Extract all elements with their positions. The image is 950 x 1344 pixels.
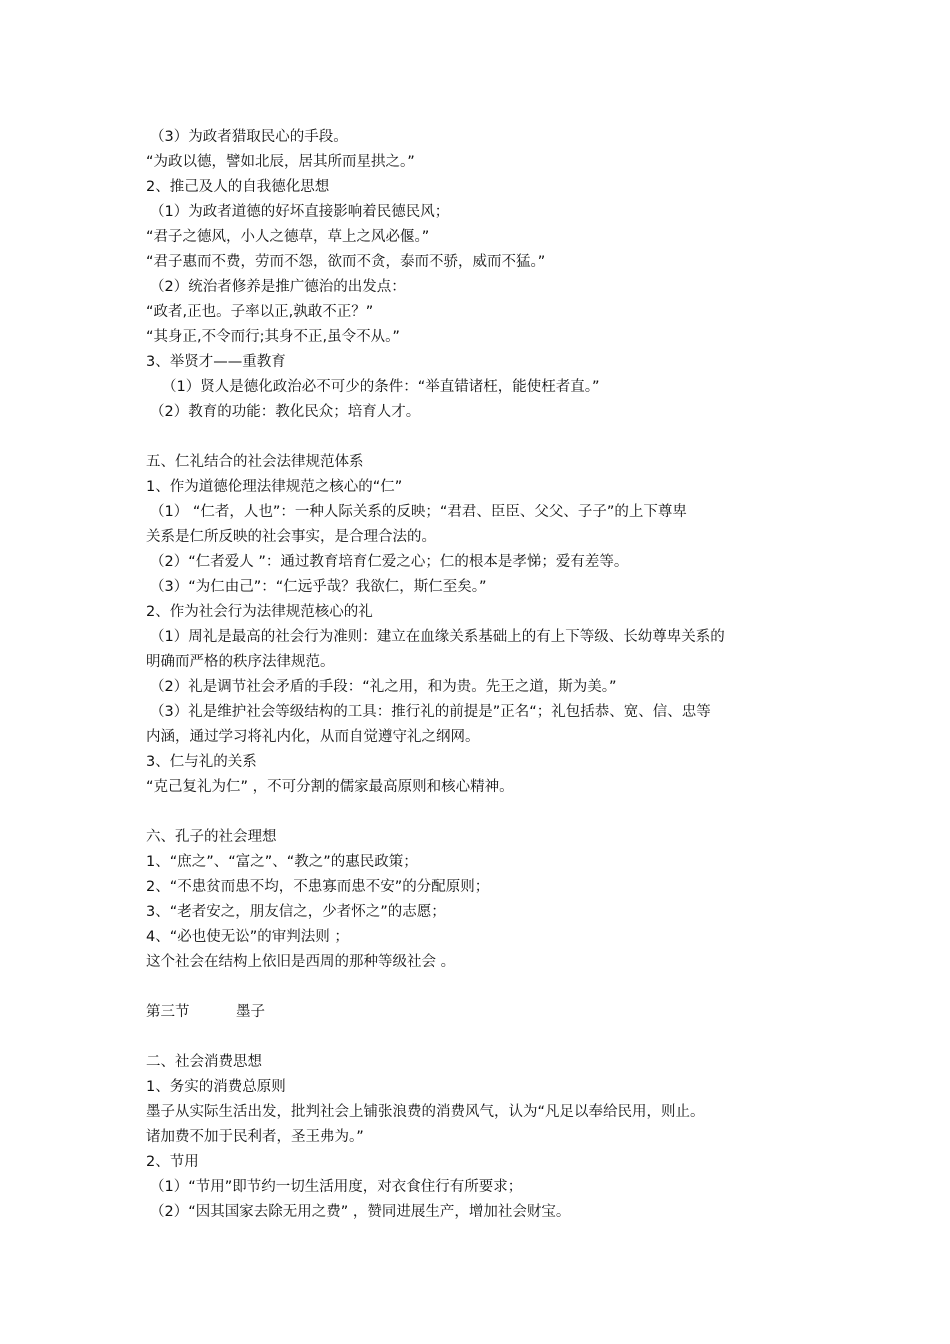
text-line: “其身正,不令而行;其身不正,虽令不从。” [146, 329, 400, 345]
text-line: “克己复礼为仁” ，不可分割的儒家最高原则和核心精神。 [146, 779, 514, 795]
text-line: 1、务实的消费总原则 [146, 1079, 286, 1095]
text-line: （2）教育的功能：教化民众；培育人才。 [150, 404, 421, 420]
section-heading: 五、仁礼结合的社会法律规范体系 [146, 454, 364, 470]
text-line: “君子之德风，小人之德草，草上之风必偃。” [146, 229, 430, 245]
text-line: （3）礼是维护社会等级结构的工具：推行礼的前提是”正名“；礼包括恭、宽、信、忠等 [150, 704, 711, 720]
section-heading: 二、社会消费思想 [146, 1054, 262, 1070]
text-line: 这个社会在结构上依旧是西周的那种等级社会 。 [146, 954, 456, 970]
text-line: （1）贤人是德化政治必不可少的条件：“举直错诸枉，能使枉者直。” [162, 379, 600, 395]
text-line: （1）周礼是最高的社会行为准则：建立在血缘关系基础上的有上下等级、长幼尊卑关系的 [150, 629, 725, 645]
text-line: （3）“为仁由己”：“仁远乎哉？我欲仁，斯仁至矣。” [150, 579, 487, 595]
section-number: 第三节 [146, 1004, 190, 1020]
text-line: （2）“仁者爱人 ”：通过教育培育仁爱之心；仁的根本是孝悌；爱有差等。 [150, 554, 629, 570]
text-line: 4、“必也使无讼”的审判法则 ； [146, 929, 349, 945]
chapter-section-title [146, 1003, 816, 1021]
text-line: （1）“节用”即节约一切生活用度，对衣食住行有所要求； [150, 1179, 523, 1195]
text-line: 明确而严格的秩序法律规范。 [146, 654, 335, 670]
section-name: 墨子 [236, 1004, 265, 1020]
text-line: 2、作为社会行为法律规范核心的礼 [146, 604, 373, 620]
text-line: （1）为政者道德的好坏直接影响着民德民风； [150, 204, 450, 220]
text-line: 2、“不患贫而患不均，不患寡而患不安”的分配原则； [146, 879, 490, 895]
text-line: 诸加费不加于民利者，圣王弗为。” [146, 1129, 364, 1145]
section-heading: 六、孔子的社会理想 [146, 829, 277, 845]
text-line: 2、推己及人的自我德化思想 [146, 179, 330, 195]
text-line: 1、作为道德伦理法律规范之核心的“仁” [146, 479, 403, 495]
text-line: “君子惠而不费，劳而不怨，欲而不贪，泰而不骄，威而不猛。” [146, 254, 546, 270]
text-line: 2、节用 [146, 1154, 199, 1170]
text-line: （1） “仁者，人也”：一种人际关系的反映；“君君、臣臣、父父、子子”的上下尊卑 [150, 504, 687, 520]
text-line: （2）统治者修养是推广德治的出发点： [150, 279, 406, 295]
text-line: 1、“庶之”、“富之”、“教之”的惠民政策； [146, 854, 418, 870]
text-line: 关系是仁所反映的社会事实，是合理合法的。 [146, 529, 436, 545]
text-line: “政者,正也。子率以正,孰敢不正？” [146, 304, 374, 320]
text-line: 内涵，通过学习将礼内化，从而自觉遵守礼之纲网。 [146, 729, 480, 745]
text-line: “为政以德，譬如北辰，居其所而星拱之。” [146, 154, 415, 170]
text-line: （2）“因其国家去除无用之费” ，赞同进展生产，增加社会财宝。 [150, 1204, 571, 1220]
text-line: 3、举贤才——重教育 [146, 354, 286, 370]
text-line: （3）为政者猎取民心的手段。 [150, 129, 348, 145]
text-line: 3、仁与礼的关系 [146, 754, 257, 770]
text-line: 3、“老者安之，朋友信之，少者怀之”的志愿； [146, 904, 446, 920]
text-line: 墨子从实际生活出发，批判社会上铺张浪费的消费风气，认为“凡足以奉给民用，则止。 [146, 1104, 705, 1120]
text-line: （2）礼是调节社会矛盾的手段：“礼之用，和为贵。先王之道，斯为美。” [150, 679, 617, 695]
